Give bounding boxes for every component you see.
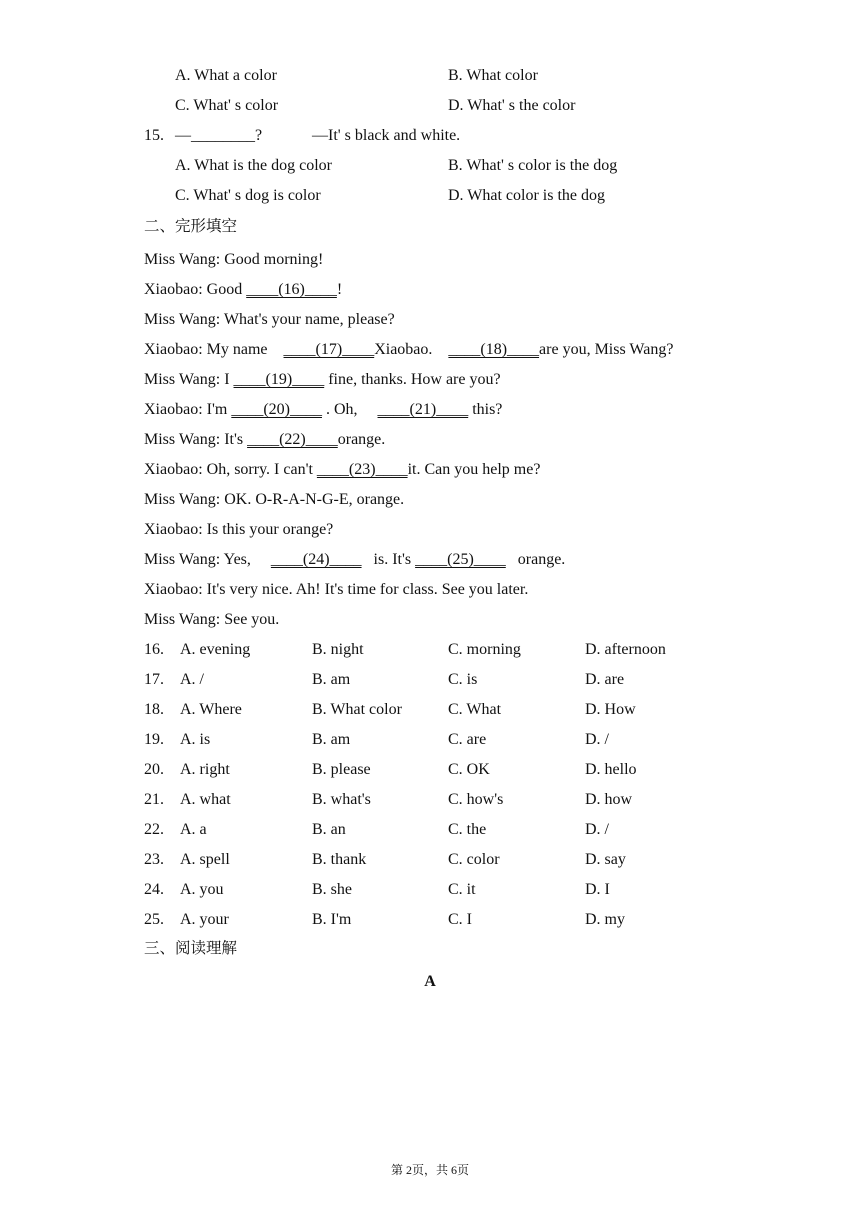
choice-option-d: D. How: [585, 701, 636, 718]
choice-number: 20.: [144, 761, 164, 778]
dialogue-text: . Oh,: [321, 401, 362, 418]
blank-16: ____(16)____: [246, 281, 337, 298]
dialogue-line: [144, 400, 502, 420]
q15-number: 15.: [144, 127, 164, 144]
dialogue-text: Miss Wang: I: [144, 371, 234, 388]
q14-option-d: D. What' s the color: [448, 97, 576, 114]
dialogue-line: [144, 460, 540, 480]
choice-option-d: D. afternoon: [585, 641, 666, 658]
choice-option-a: A. a: [180, 821, 207, 838]
choice-option-c: C. is: [448, 671, 478, 688]
q15-option-a: A. What is the dog color: [175, 157, 333, 174]
passage-label: A: [424, 973, 436, 990]
dialogue-text: Xiaobao.: [374, 341, 437, 358]
choice-option-c: C. color: [448, 851, 500, 868]
dialogue-text: Xiaobao: My name: [144, 341, 272, 358]
dialogue-text: Xiaobao: Oh, sorry. I can't: [144, 461, 317, 478]
choice-option-b: B. what's: [312, 791, 371, 808]
choice-number: 21.: [144, 791, 164, 808]
choice-option-c: C. the: [448, 821, 487, 838]
choice-option-a: A. you: [180, 881, 224, 898]
choice-number: 16.: [144, 641, 164, 658]
choice-option-a: A. Where: [180, 701, 242, 718]
choice-number: 22.: [144, 821, 164, 838]
choice-option-d: D. I: [585, 881, 610, 898]
choice-number: 19.: [144, 731, 164, 748]
choice-option-a: A. is: [180, 731, 211, 748]
dialogue-text: Xiaobao: I'm: [144, 401, 232, 418]
dialogue-line: Xiaobao: It's very nice. Ah! It's time for class. See you later.: [144, 581, 529, 598]
dialogue-line: [144, 280, 342, 300]
blank-24: ____(24)____: [270, 551, 362, 568]
choice-option-b: B. What color: [312, 701, 402, 718]
choice-option-c: C. What: [448, 701, 502, 718]
q14-option-b: B. What color: [448, 67, 538, 84]
dialogue-line: [144, 370, 501, 390]
blank-23: ____(23)____: [316, 461, 408, 478]
choice-option-a: A. spell: [180, 851, 230, 868]
choice-option-c: C. are: [448, 731, 487, 748]
choice-option-d: D. my: [585, 911, 625, 928]
dialogue-line: Xiaobao: Is this your orange?: [144, 521, 334, 538]
choice-option-d: D. /: [585, 731, 609, 748]
choice-option-b: B. am: [312, 671, 351, 688]
dialogue-text: Miss Wang: Yes,: [144, 551, 255, 568]
choice-option-b: B. thank: [312, 851, 367, 868]
dialogue-line: [144, 340, 673, 360]
choice-option-b: B. an: [312, 821, 346, 838]
q15-option-b: B. What' s color is the dog: [448, 157, 618, 174]
choice-option-c: C. OK: [448, 761, 490, 778]
dialogue-text: Xiaobao: Good: [144, 281, 247, 298]
q15-option-c: C. What' s dog is color: [175, 187, 321, 204]
blank-18: ____(18)____: [448, 341, 540, 358]
choice-number: 18.: [144, 701, 164, 718]
q15-question: —________?: [175, 127, 263, 144]
choice-option-d: D. say: [585, 851, 626, 868]
q15-option-d: D. What color is the dog: [448, 187, 606, 204]
dialogue-text: this?: [468, 401, 503, 418]
choice-number: 25.: [144, 911, 164, 928]
choice-option-d: D. are: [585, 671, 625, 688]
dialogue-line: Miss Wang: What's your name, please?: [144, 311, 395, 328]
choice-option-a: A. what: [180, 791, 231, 808]
dialogue-line: Miss Wang: Good morning!: [144, 251, 324, 268]
choice-option-b: B. please: [312, 761, 371, 778]
blank-20: ____(20)____: [231, 401, 322, 418]
choice-option-c: C. morning: [448, 641, 521, 658]
choice-option-b: B. night: [312, 641, 364, 658]
dialogue-line: Miss Wang: See you.: [144, 611, 280, 628]
choice-option-c: C. it: [448, 881, 476, 898]
choice-number: 24.: [144, 881, 164, 898]
choice-option-b: B. she: [312, 881, 352, 898]
choice-option-a: A. right: [180, 761, 230, 778]
section-2-title: 二、完形填空: [144, 217, 238, 235]
dialogue-line: [144, 550, 565, 570]
choice-number: 23.: [144, 851, 164, 868]
choice-option-d: D. hello: [585, 761, 637, 778]
blank-21: ____(21)____: [377, 401, 469, 418]
page-footer: 第 2页，共 6页: [390, 1163, 469, 1177]
choice-option-c: C. I: [448, 911, 472, 928]
choice-option-c: C. how's: [448, 791, 504, 808]
q15-answer: —It' s black and white.: [312, 127, 461, 144]
choice-option-a: A. /: [180, 671, 204, 688]
dialogue-text: !: [336, 281, 343, 298]
section-3-title: 三、阅读理解: [144, 939, 238, 957]
blank-25: ____(25)____: [415, 551, 506, 568]
choice-option-d: D. /: [585, 821, 609, 838]
dialogue-text: orange.: [513, 551, 566, 568]
dialogue-text: Miss Wang: It's: [144, 431, 248, 448]
dialogue-line: Miss Wang: OK. O-R-A-N-G-E, orange.: [144, 491, 405, 508]
dialogue-text: are you, Miss Wang?: [539, 341, 674, 358]
dialogue-line: [144, 430, 385, 450]
choice-option-a: A. evening: [180, 641, 251, 658]
blank-17: ____(17)____: [283, 341, 375, 358]
dialogue-text: it. Can you help me?: [407, 461, 541, 478]
choice-number: 17.: [144, 671, 164, 688]
dialogue-text: orange.: [337, 431, 386, 448]
choice-option-b: B. I'm: [312, 911, 352, 928]
dialogue-text: fine, thanks. How are you?: [324, 371, 501, 388]
blank-22: ____(22)____: [247, 431, 338, 448]
choice-option-a: A. your: [180, 911, 229, 928]
q14-option-c: C. What' s color: [175, 97, 279, 114]
q14-option-a: A. What a color: [175, 67, 277, 84]
blank-19: ____(19)____: [233, 371, 325, 388]
dialogue-text: is. It's: [369, 551, 416, 568]
choice-option-b: B. am: [312, 731, 351, 748]
choice-option-d: D. how: [585, 791, 633, 808]
